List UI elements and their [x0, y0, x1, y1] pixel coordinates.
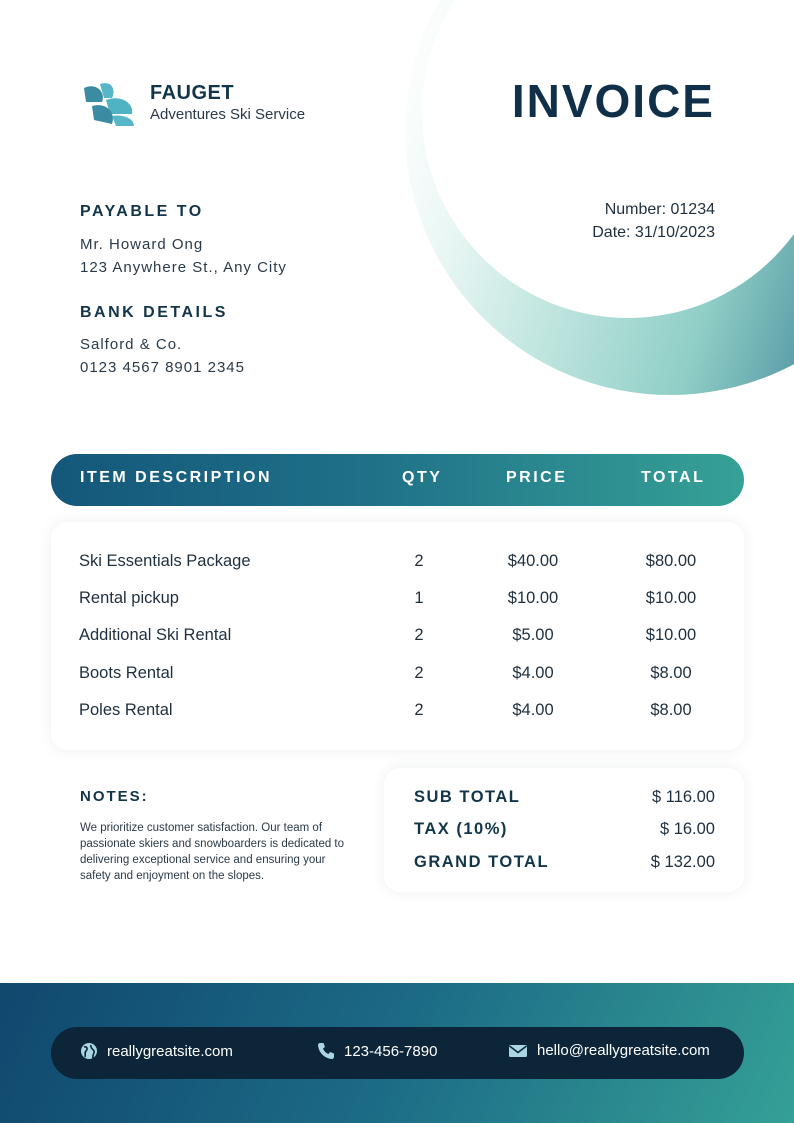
subtotal-label: SUB TOTAL [414, 788, 521, 806]
bank-details [80, 333, 245, 379]
brand-name: FAUGET [150, 82, 235, 104]
item-price: $5.00 [512, 626, 554, 644]
phone-text: 123-456-7890 [344, 1042, 438, 1060]
grand-total-label: GRAND TOTAL [414, 853, 550, 871]
item-description: Additional Ski Rental [79, 626, 232, 644]
email-text: hello@reallygreatsite.com [537, 1042, 710, 1059]
table-row [51, 701, 744, 725]
item-qty: 2 [414, 701, 424, 719]
item-price: $10.00 [507, 589, 559, 607]
header-item-description: ITEM DESCRIPTION [80, 469, 273, 486]
table-header [51, 454, 744, 506]
item-total: $8.00 [650, 664, 692, 682]
footer [0, 983, 794, 1123]
website-link[interactable] [80, 1042, 233, 1060]
subtotal-value: $ 116.00 [651, 788, 715, 806]
table-body [51, 522, 744, 750]
table-row [51, 589, 744, 613]
item-price: $4.00 [512, 664, 554, 682]
phone-link[interactable] [317, 1042, 437, 1060]
payable-to-details [80, 233, 287, 279]
invoice-meta [592, 198, 715, 244]
item-total: $10.00 [645, 589, 697, 607]
tax-label: TAX (10%) [414, 820, 508, 838]
ski-tracks-logo [82, 80, 136, 128]
item-total: $10.00 [645, 626, 697, 644]
item-qty: 2 [414, 626, 424, 644]
phone-icon [317, 1042, 335, 1060]
header-price: PRICE [506, 469, 568, 486]
item-qty: 1 [414, 589, 424, 607]
item-total: $8.00 [650, 701, 692, 719]
tax-value: $ 16.00 [659, 820, 715, 838]
notes-text: We prioritize customer satisfaction. Our team of passionate skiers and snowboarders is dedicated to delivering exceptional service and ensuring your safety and enjoyment on the slopes. [80, 822, 345, 882]
globe-icon [80, 1042, 98, 1060]
totals-box [384, 768, 744, 892]
invoice-date: Date: 31/10/2023 [592, 224, 715, 241]
notes-title: NOTES: [80, 788, 149, 805]
header-total: TOTAL [641, 469, 706, 486]
brand-tagline: Adventures Ski Service [150, 106, 306, 123]
bank-details-title: BANK DETAILS [80, 304, 228, 321]
table-row [51, 626, 744, 650]
bank-name: Salford & Co. [80, 336, 183, 353]
item-total: $80.00 [645, 552, 697, 570]
grand-total-value: $ 132.00 [650, 853, 715, 871]
payable-name: Mr. Howard Ong [80, 236, 204, 253]
item-description: Ski Essentials Package [79, 552, 251, 570]
email-link[interactable] [508, 1042, 710, 1059]
item-price: $40.00 [507, 552, 559, 570]
invoice-number: Number: 01234 [604, 201, 715, 218]
item-qty: 2 [414, 664, 424, 682]
invoice-title: INVOICE [511, 75, 715, 127]
item-description: Boots Rental [79, 664, 174, 682]
table-row [51, 552, 744, 576]
bank-account: 0123 4567 8901 2345 [80, 359, 245, 376]
payable-address: 123 Anywhere St., Any City [80, 259, 287, 276]
item-price: $4.00 [512, 701, 554, 719]
item-description: Poles Rental [79, 701, 173, 719]
header-qty: QTY [402, 469, 443, 486]
envelope-icon [508, 1043, 528, 1059]
item-qty: 2 [414, 552, 424, 570]
item-description: Rental pickup [79, 589, 179, 607]
contact-bar [51, 1027, 744, 1079]
website-text: reallygreatsite.com [107, 1042, 233, 1060]
table-row [51, 664, 744, 688]
payable-to-title: PAYABLE TO [80, 203, 204, 220]
